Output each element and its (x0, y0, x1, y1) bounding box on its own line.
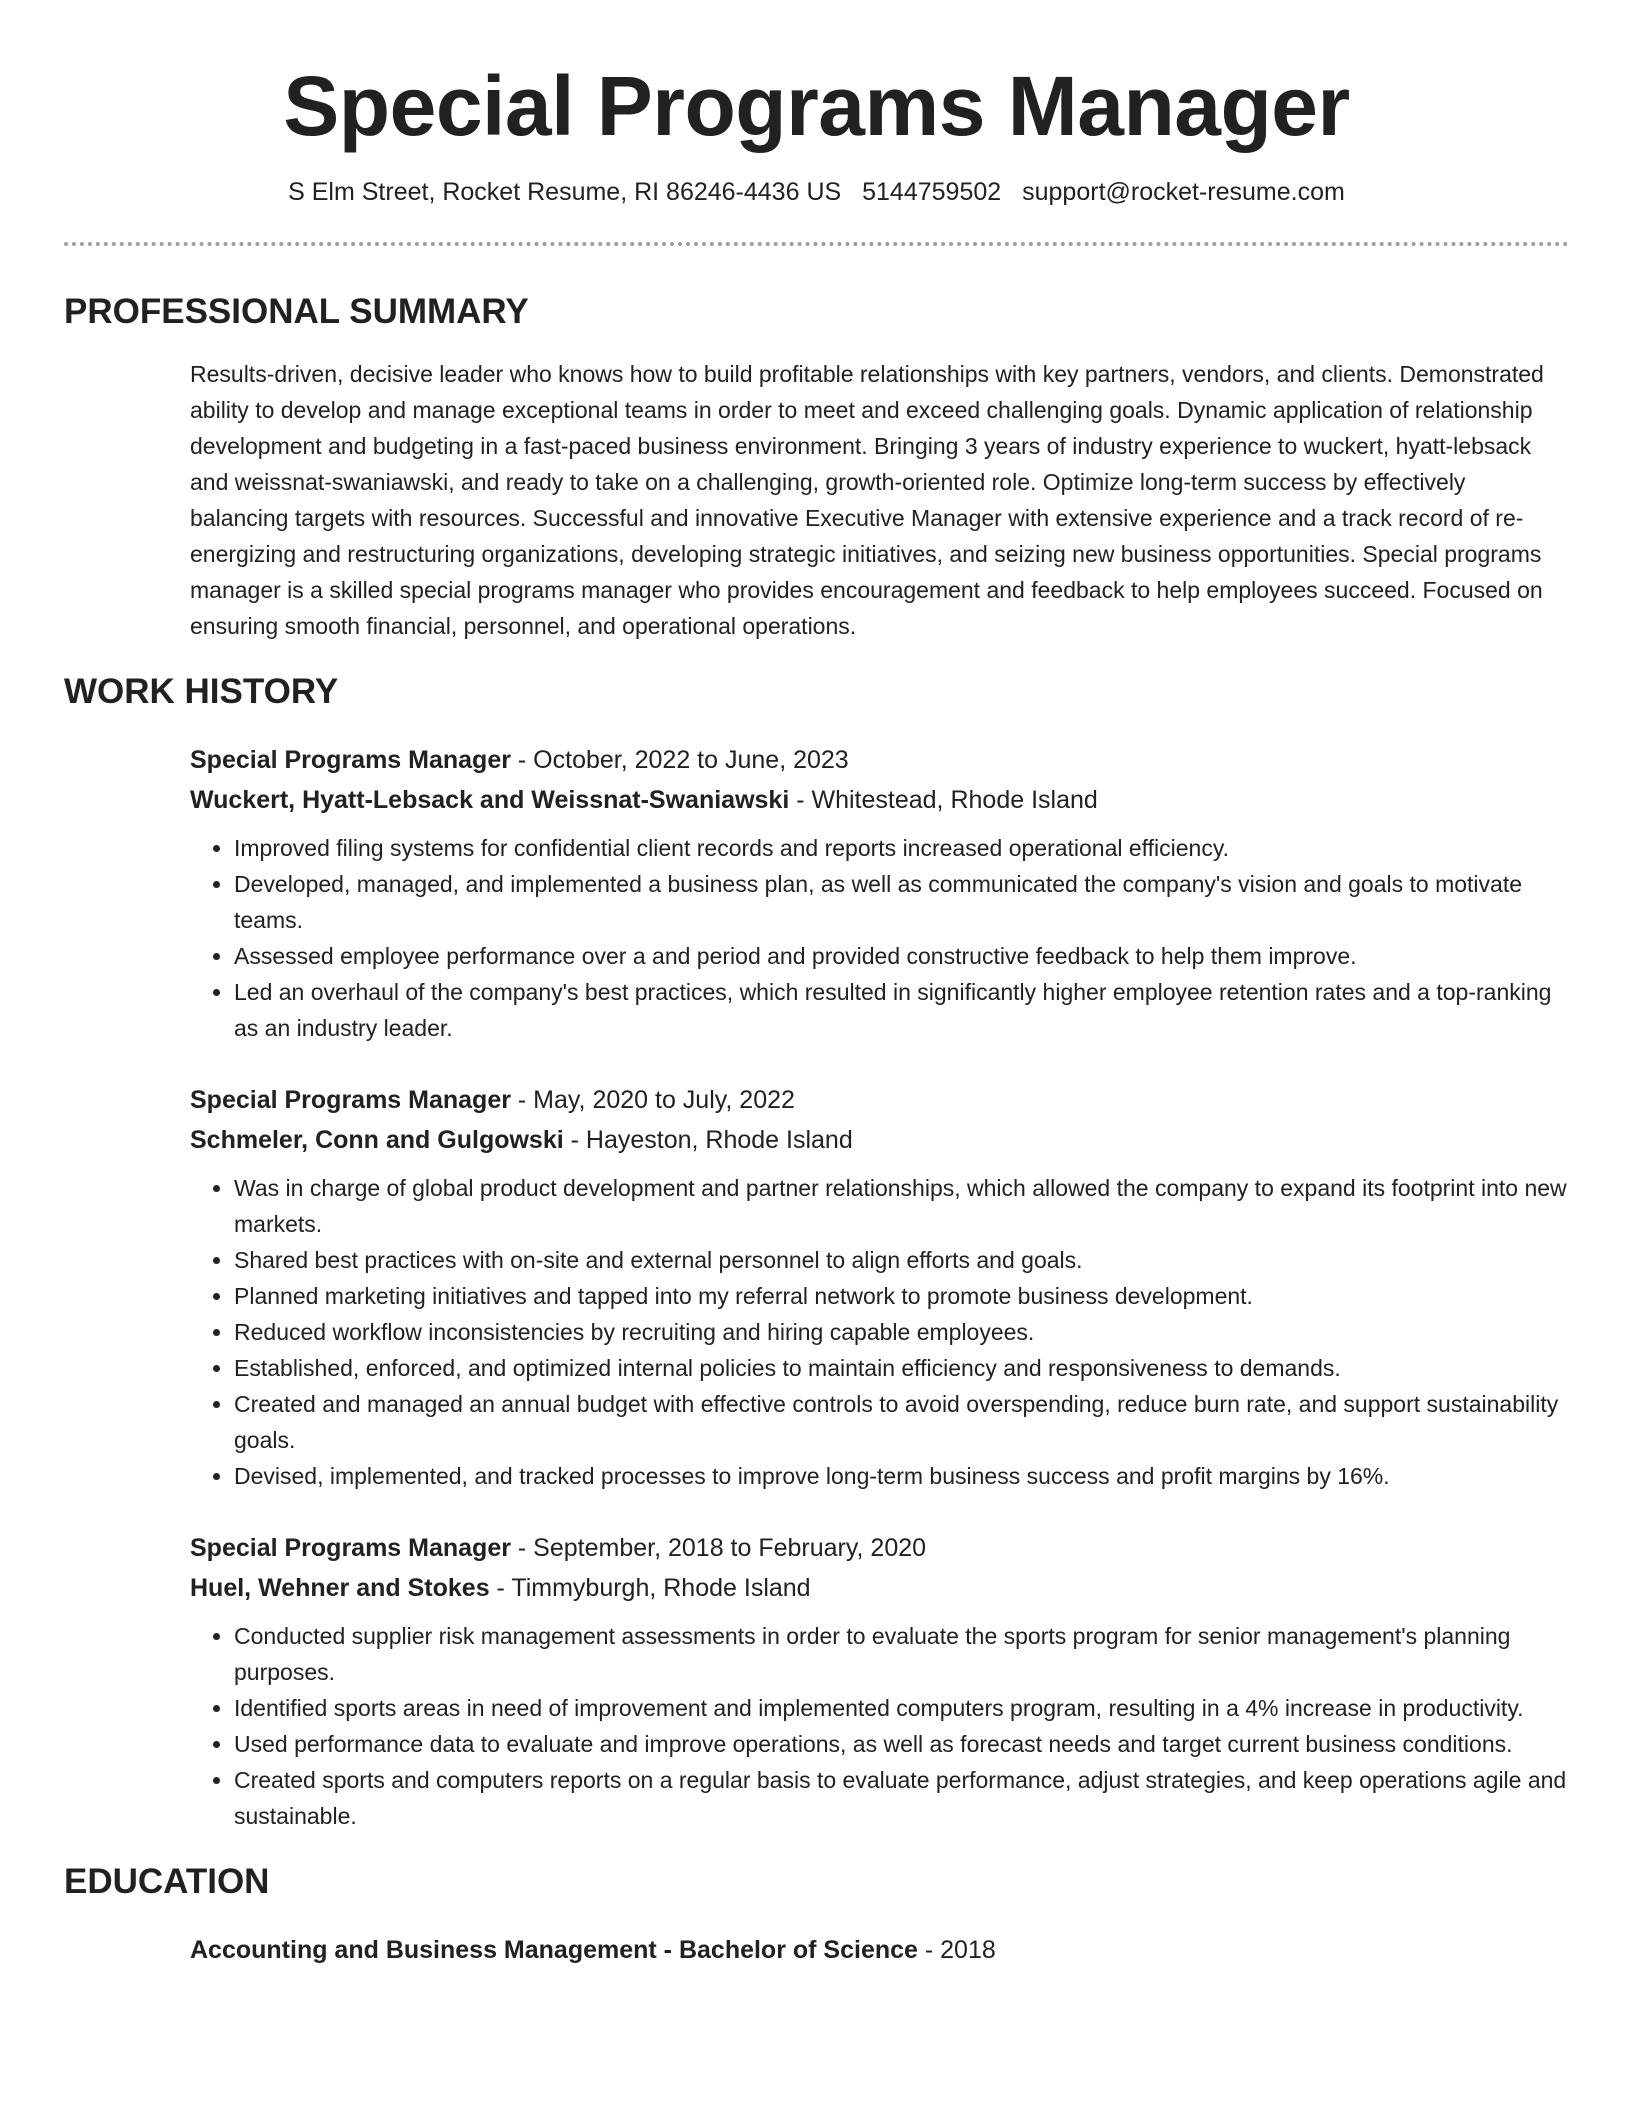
summary-heading: PROFESSIONAL SUMMARY (64, 292, 529, 331)
list-item: • Was in charge of global product development and partner relationships, which allowed the company to expand its footprint into new markets. (234, 1170, 1569, 1242)
contact-phone: 5144759502 (862, 178, 1002, 206)
job-entry-3 (190, 1528, 1569, 1834)
list-item: • Improved filing systems for confidential client records and reports increased operational efficiency. (234, 830, 1569, 866)
job-entry-1 (190, 740, 1569, 1046)
job-company-line (190, 1120, 1569, 1160)
job-title-line (190, 1528, 1569, 1568)
list-item: • Planned marketing initiatives and tapped into my referral network to promote business development. (234, 1278, 1569, 1314)
job-dates: - May, 2020 to July, 2022 (510, 1086, 795, 1114)
education-entry (190, 1930, 1569, 1970)
job-title-line (190, 740, 1569, 780)
list-item: • Used performance data to evaluate and improve operations, as well as forecast needs and target current business conditions. (234, 1726, 1569, 1762)
contact-address: S Elm Street, Rocket Resume, RI 86246-4436 US (288, 178, 842, 206)
job-company: Wuckert, Hyatt-Lebsack and Weissnat-Swaniawski (190, 786, 790, 814)
job-location: - Timmyburgh, Rhode Island (489, 1574, 811, 1602)
resume-title: Special Programs Manager (283, 59, 1350, 153)
list-item: • Identified sports areas in need of improvement and implemented computers program, resulting in a 4% increase in productivity. (234, 1690, 1569, 1726)
education-section (64, 1860, 1569, 1970)
header-divider (64, 242, 1569, 246)
list-item: • Shared best practices with on-site and external personnel to align efforts and goals. (234, 1242, 1569, 1278)
job-location: - Whitestead, Rhode Island (789, 786, 1098, 814)
list-item: • Conducted supplier risk management assessments in order to evaluate the sports program for senior management's planning purposes. (234, 1618, 1569, 1690)
education-year: - 2018 (917, 1936, 996, 1964)
list-item: • Reduced workflow inconsistencies by recruiting and hiring capable employees. (234, 1314, 1569, 1350)
job-company: Huel, Wehner and Stokes (190, 1574, 490, 1602)
list-item: • Created and managed an annual budget with effective controls to avoid overspending, reduce burn rate, and support sustainability goals. (234, 1386, 1569, 1458)
contact-email[interactable]: support@rocket-resume.com (1022, 178, 1345, 206)
job-title: Special Programs Manager (190, 1534, 511, 1562)
job-company-line (190, 1568, 1569, 1608)
education-degree: Accounting and Business Management - Bachelor of Science (190, 1936, 918, 1964)
job-entry-2 (190, 1080, 1569, 1494)
work-history-section (64, 670, 1569, 1834)
education-heading: EDUCATION (64, 1862, 270, 1901)
list-item: • Developed, managed, and implemented a business plan, as well as communicated the company's vision and goals to motivate teams. (234, 866, 1569, 938)
job-company-line (190, 780, 1569, 820)
job-location: - Hayeston, Rhode Island (563, 1126, 853, 1154)
job-title: Special Programs Manager (190, 746, 511, 774)
work-history-heading: WORK HISTORY (64, 672, 339, 711)
job-bullets (190, 830, 1569, 1046)
list-item: • Devised, implemented, and tracked processes to improve long-term business success and profit margins by 16%. (234, 1458, 1569, 1494)
resume-page (64, 0, 1569, 1970)
job-dates: - September, 2018 to February, 2020 (510, 1534, 927, 1562)
list-item: • Created sports and computers reports on a regular basis to evaluate performance, adjust strategies, and keep operations agile and sustainable. (234, 1762, 1569, 1834)
job-title: Special Programs Manager (190, 1086, 511, 1114)
job-bullets (190, 1618, 1569, 1834)
list-item: • Led an overhaul of the company's best practices, which resulted in significantly higher employee retention rates and a top-ranking as an industry leader. (234, 974, 1569, 1046)
list-item: • Assessed employee performance over a and period and provided constructive feedback to help them improve. (234, 938, 1569, 974)
job-bullets (190, 1170, 1569, 1494)
job-title-line (190, 1080, 1569, 1120)
contact-line (64, 176, 1569, 208)
summary-section (64, 290, 1569, 644)
list-item: • Established, enforced, and optimized internal policies to maintain efficiency and responsiveness to demands. (234, 1350, 1569, 1386)
education-degree-line (190, 1930, 1569, 1970)
job-company: Schmeler, Conn and Gulgowski (190, 1126, 564, 1154)
summary-text: Results-driven, decisive leader who knows how to build profitable relationships with key partners, vendors, and clients. Demonstrated ability to develop and manage exceptional teams in order to meet and exceed challenging goals. Dynamic application of relationship development and budgeting in a fast-paced business environment. Bringing 3 years of industry experience to wuckert, hyatt-lebsack and weissnat-swaniawski, and ready to take on a challenging, growth-oriented role. Optimize long-term success by effectively balancing targets with resources. Successful and innovative Executive Manager with extensive experience and a track record of re-energizing and restructuring organizations, developing strategic initiatives, and seizing new business opportunities. Special programs manager is a skilled special programs manager who provides encouragement and feedback to help employees succeed. Focused on ensuring smooth financial, personnel, and operational operations. (190, 361, 1544, 639)
job-dates: - October, 2022 to June, 2023 (510, 746, 849, 774)
